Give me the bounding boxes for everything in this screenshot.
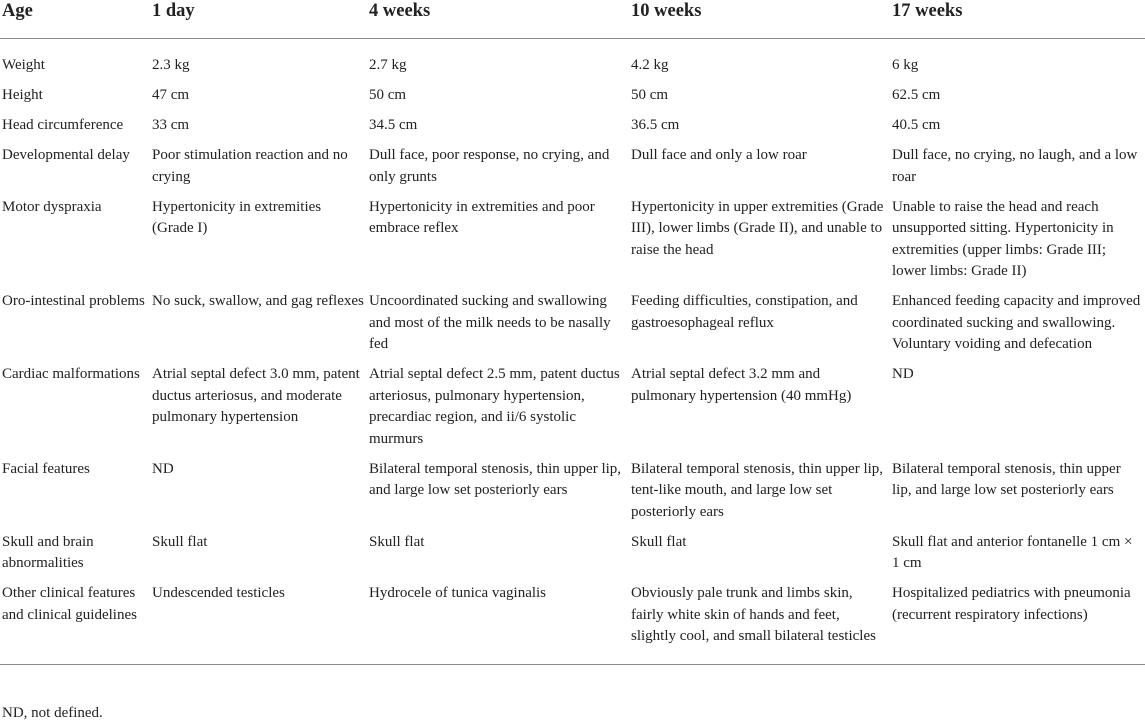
table-cell: 2.7 kg (369, 57, 407, 73)
table-cell: Skull flat (631, 533, 687, 550)
table-cell: Atrial septal defect 3.2 mm and pulmonary hypertension (40 mmHg) (631, 366, 852, 404)
row-label: Developmental delay (2, 147, 130, 163)
table-cell: 36.5 cm (631, 117, 680, 133)
header-17-weeks: 17 weeks (889, 0, 1145, 39)
table-row (0, 145, 1145, 197)
row-label: Skull and brain abnormalities (2, 533, 94, 571)
table-cell: ND (152, 460, 174, 477)
row-label: Head circumference (2, 117, 124, 133)
header-10-weeks: 10 weeks (628, 0, 889, 39)
table-cell: Unable to raise the head and reach unsupported sitting. Hypertonicity in extremities (upper limbs: Grade III; lower limbs: Grade II) (892, 198, 1114, 279)
table-row (0, 459, 1145, 532)
table-cell: Feeding difficulties, constipation, and gastroesophageal reflux (631, 293, 858, 331)
table-cell: Skull flat and anterior fontanelle 1 cm × 1 cm (892, 533, 1133, 571)
table-cell: Atrial septal defect 2.5 mm, patent ductus arteriosus, pulmonary hypertension, precardiac region, and ii/6 systolic murmurs (369, 366, 620, 447)
table-body (0, 39, 1145, 665)
table-row (0, 364, 1145, 459)
table-cell: Hydrocele of tunica vaginalis (366, 583, 628, 664)
table-row (0, 85, 1145, 115)
table-cell: 33 cm (152, 117, 190, 133)
table-cell: Enhanced feeding capacity and improved coordinated sucking and swallowing. Voluntary voiding and defecation (892, 293, 1141, 352)
table-cell: Hypertonicity in upper extremities (Grade III), lower limbs (Grade II), and unable to raise the head (631, 198, 884, 258)
table-row (0, 532, 1145, 584)
header-row (0, 0, 1145, 39)
table-cell: Hypertonicity in extremities and poor embrace reflex (369, 198, 595, 236)
table-cell: 4.2 kg (631, 57, 669, 73)
table-cell: 47 cm (152, 87, 190, 103)
table-header (0, 0, 1145, 39)
header-1-day: 1 day (149, 0, 366, 39)
table-footnote: ND, not defined. (2, 705, 103, 721)
table-cell: Bilateral temporal stenosis, thin upper lip, tent-like mouth, and large low set posteriorly ears (631, 460, 884, 520)
table-row (0, 115, 1145, 145)
table-row (0, 291, 1145, 364)
table-cell: 6 kg (892, 57, 919, 73)
table-cell: Bilateral temporal stenosis, thin upper lip, and large low set posteriorly ears (369, 460, 622, 498)
row-label: Motor dyspraxia (2, 198, 102, 215)
table-cell: Skull flat (152, 533, 208, 550)
table-cell: Bilateral temporal stenosis, thin upper lip, and large low set posteriorly ears (892, 460, 1121, 498)
table-cell: Atrial septal defect 3.0 mm, patent ductus arteriosus, and moderate pulmonary hypertension (152, 366, 360, 425)
header-4-weeks: 4 weeks (366, 0, 628, 39)
table-cell: 62.5 cm (892, 87, 941, 103)
table-cell: 50 cm (369, 87, 407, 103)
table-cell: 50 cm (631, 87, 669, 103)
row-label: Cardiac malformations (2, 366, 140, 382)
table-cell: Undescended testicles (149, 583, 366, 664)
row-label: Weight (2, 57, 45, 73)
table-cell: Uncoordinated sucking and swallowing and most of the milk needs to be nasally fed (369, 293, 611, 352)
table-cell: 2.3 kg (152, 57, 190, 73)
table-cell: Hospitalized pediatrics with pneumonia (recurrent respiratory infections) (889, 583, 1145, 664)
table-cell: Hypertonicity in extremities (Grade I) (152, 198, 322, 236)
table-cell: Obviously pale trunk and limbs skin, fairly white skin of hands and feet, slightly cool, and small bilateral testicles (628, 583, 889, 664)
table-row (0, 583, 1145, 664)
table-cell: No suck, swallow, and gag reflexes (152, 293, 364, 309)
table-cell: 34.5 cm (369, 117, 418, 133)
table-cell: Skull flat (369, 533, 425, 550)
row-label: Other clinical features and clinical guidelines (0, 583, 149, 664)
table-cell: Dull face and only a low roar (631, 147, 807, 163)
table-cell: Dull face, no crying, no laugh, and a low roar (892, 147, 1138, 185)
table-cell: ND (892, 366, 914, 382)
table-cell: Dull face, poor response, no crying, and only grunts (369, 147, 610, 185)
table-row (0, 197, 1145, 292)
table-row (0, 39, 1145, 86)
row-label: Oro-intestinal problems (2, 293, 145, 309)
table-cell: 40.5 cm (892, 117, 941, 133)
table-cell: Poor stimulation reaction and no crying (152, 147, 348, 185)
header-age: Age (0, 0, 149, 39)
row-label: Height (2, 87, 43, 103)
row-label: Facial features (2, 460, 90, 477)
